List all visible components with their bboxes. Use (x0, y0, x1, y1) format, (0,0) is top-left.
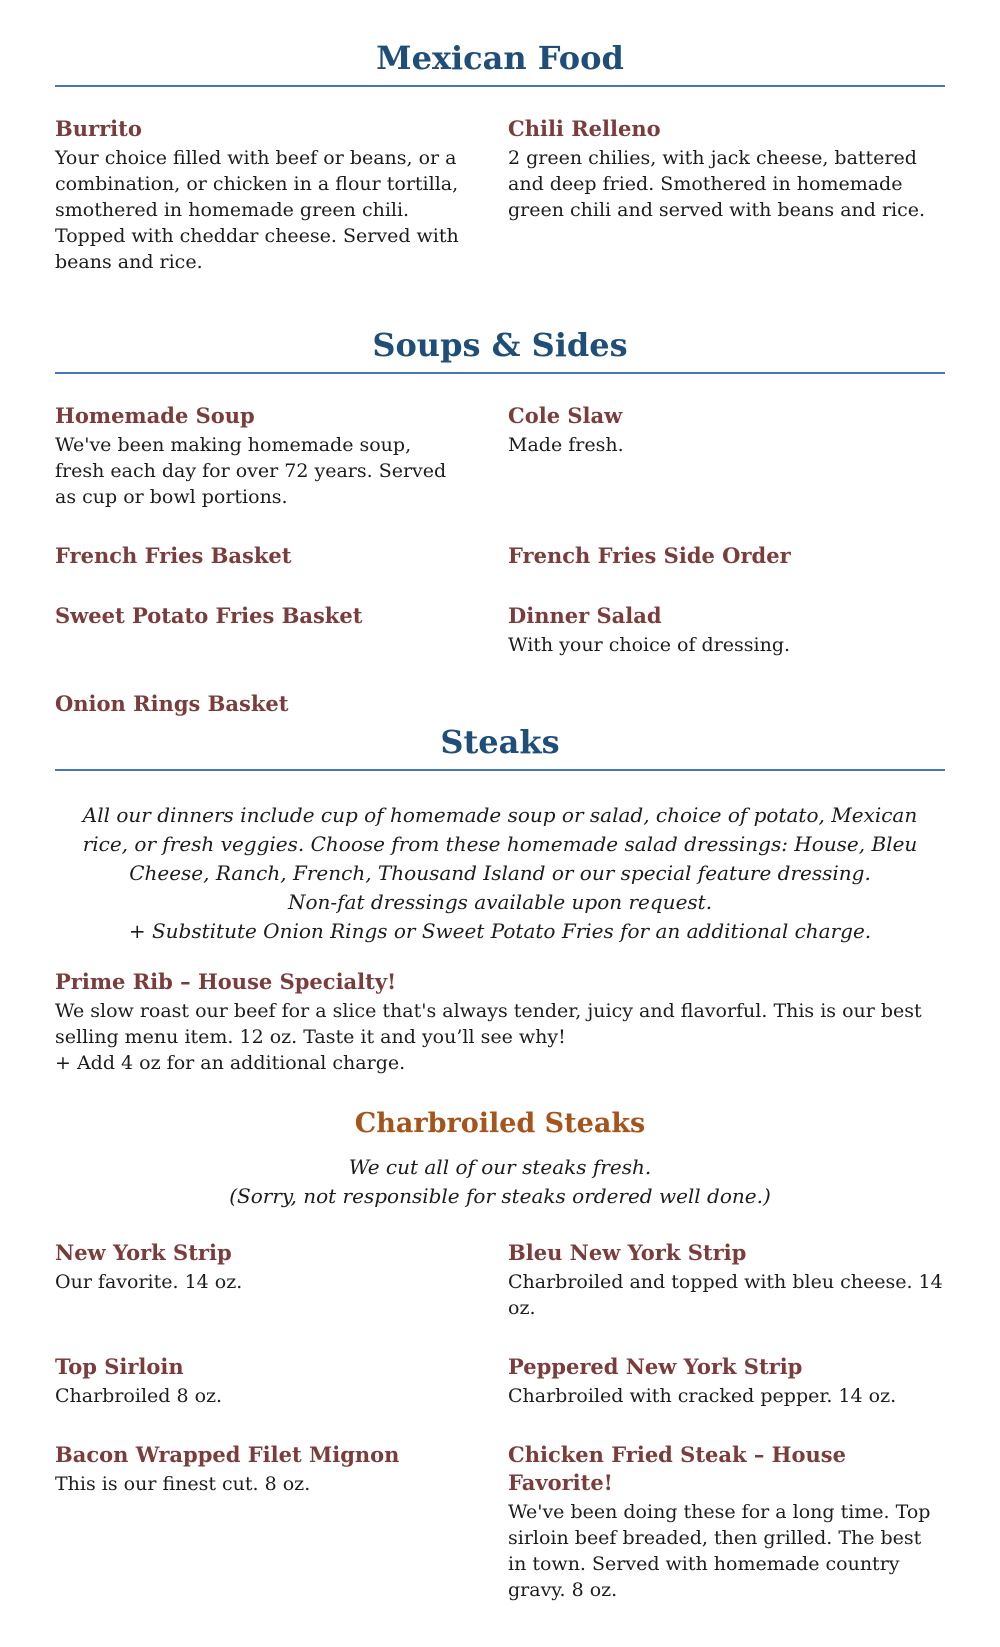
menu-item-french-fries-basket (55, 542, 460, 570)
item-name: Dinner Salad (508, 603, 662, 628)
menu-row (55, 690, 945, 718)
item-name: Cole Slaw (508, 403, 623, 428)
menu-item-homemade-soup (55, 402, 460, 510)
item-description: Charbroiled with cracked pepper. 14 oz. (508, 1385, 897, 1408)
menu-row (55, 602, 945, 658)
menu-row (55, 402, 945, 510)
item-name: Burrito (55, 116, 142, 141)
item-description: Made fresh. (508, 434, 624, 456)
menu-row (55, 542, 945, 570)
item-description: With your choice of dressing. (508, 634, 791, 656)
item-name: Peppered New York Strip (508, 1354, 803, 1380)
menu-item-french-fries-side-order (508, 542, 945, 570)
item-name: Chili Relleno (508, 116, 661, 141)
item-addon-note: + Add 4 oz for an additional charge. (55, 1052, 406, 1074)
item-description: This is our finest cut. 8 oz. (55, 1473, 311, 1496)
section-title-steaks: Steaks (440, 723, 560, 761)
charbroiled-taglines (55, 1153, 945, 1211)
menu-item-top-sirloin (55, 1353, 460, 1409)
menu-item-bleu-new-york-strip (508, 1239, 945, 1321)
item-name: New York Strip (55, 1240, 232, 1266)
section-soups-and-sides (55, 325, 945, 718)
menu-item-chili-relleno (508, 115, 945, 275)
menu-item-chicken-fried-steak (508, 1441, 945, 1603)
subsection-title-charbroiled-steaks: Charbroiled Steaks (354, 1108, 646, 1139)
item-description: Charbroiled and topped with bleu cheese. 14 oz. (508, 1271, 943, 1320)
menu-item-cole-slaw (508, 402, 945, 510)
menu-row-spacer (508, 690, 945, 718)
menu-item-new-york-strip (55, 1239, 460, 1321)
section-divider-soups-and-sides (55, 372, 945, 374)
menu-item-sweet-potato-fries-basket (55, 602, 460, 658)
item-description: We slow roast our beef for a slice that's always tender, juicy and flavorful. This is our best selling menu item. 12 oz. Taste it and you’ll see why! (55, 1000, 922, 1048)
menu-item-peppered-new-york-strip (508, 1353, 945, 1409)
steaks-nonfat-note: Non-fat dressings available upon request. (287, 890, 713, 914)
charbroiled-tagline: We cut all of our steaks fresh. (348, 1155, 652, 1180)
menu-item-onion-rings-basket (55, 690, 460, 718)
menu-item-dinner-salad (508, 602, 945, 658)
steaks-intro-text: All our dinners include cup of homemade soup or salad, choice of potato, Mexican rice, or fresh veggies. Choose from these homemade salad dressings: House, Bleu Cheese, Ranch, French, Thousand Island or our special feature dressing. (82, 803, 918, 885)
section-steaks (55, 722, 945, 1603)
menu-row (55, 115, 945, 275)
section-mexican-food (55, 38, 945, 275)
section-title-mexican-food: Mexican Food (376, 39, 624, 77)
item-description: Charbroiled 8 oz. (55, 1385, 223, 1408)
item-name: French Fries Basket (55, 543, 292, 568)
item-name: Sweet Potato Fries Basket (55, 603, 363, 628)
steaks-substitute-note: + Substitute Onion Rings or Sweet Potato Fries for an additional charge. (128, 919, 872, 943)
menu-item-burrito (55, 115, 460, 275)
section-title-soups-and-sides: Soups & Sides (372, 326, 628, 364)
item-name: Top Sirloin (55, 1354, 184, 1380)
menu-item-prime-rib (55, 968, 945, 1076)
item-description: Our favorite. 14 oz. (55, 1271, 243, 1294)
item-name: Prime Rib – House Specialty! (55, 969, 397, 994)
item-description: Your choice filled with beef or beans, or a combination, or chicken in a flour tortilla, smothered in homemade green chili. Topped with cheddar cheese. Served with beans and rice. (55, 147, 459, 273)
item-description: We've been doing these for a long time. Top sirloin beef breaded, then grilled. The best in town. Served with homemade country gravy. 8 oz. (508, 1501, 931, 1602)
menu-row (55, 1239, 945, 1321)
item-name: Chicken Fried Steak – House Favorite! (508, 1442, 846, 1496)
item-description: We've been making homemade soup, fresh each day for over 72 years. Served as cup or bowl portions. (55, 434, 447, 508)
item-name: French Fries Side Order (508, 543, 791, 568)
menu-item-bacon-wrapped-filet-mignon (55, 1441, 460, 1603)
menu-row (55, 1441, 945, 1603)
item-description: 2 green chilies, with jack cheese, battered and deep fried. Smothered in homemade green chili and served with beans and rice. (508, 147, 926, 221)
item-name: Bacon Wrapped Filet Mignon (55, 1442, 400, 1468)
menu-row (55, 1353, 945, 1409)
item-name: Homemade Soup (55, 403, 255, 428)
item-name: Bleu New York Strip (508, 1240, 747, 1266)
item-name: Onion Rings Basket (55, 691, 289, 716)
charbroiled-disclaimer: (Sorry, not responsible for steaks ordered well done.) (229, 1184, 771, 1209)
section-divider-mexican-food (55, 85, 945, 87)
section-divider-steaks (55, 769, 945, 771)
